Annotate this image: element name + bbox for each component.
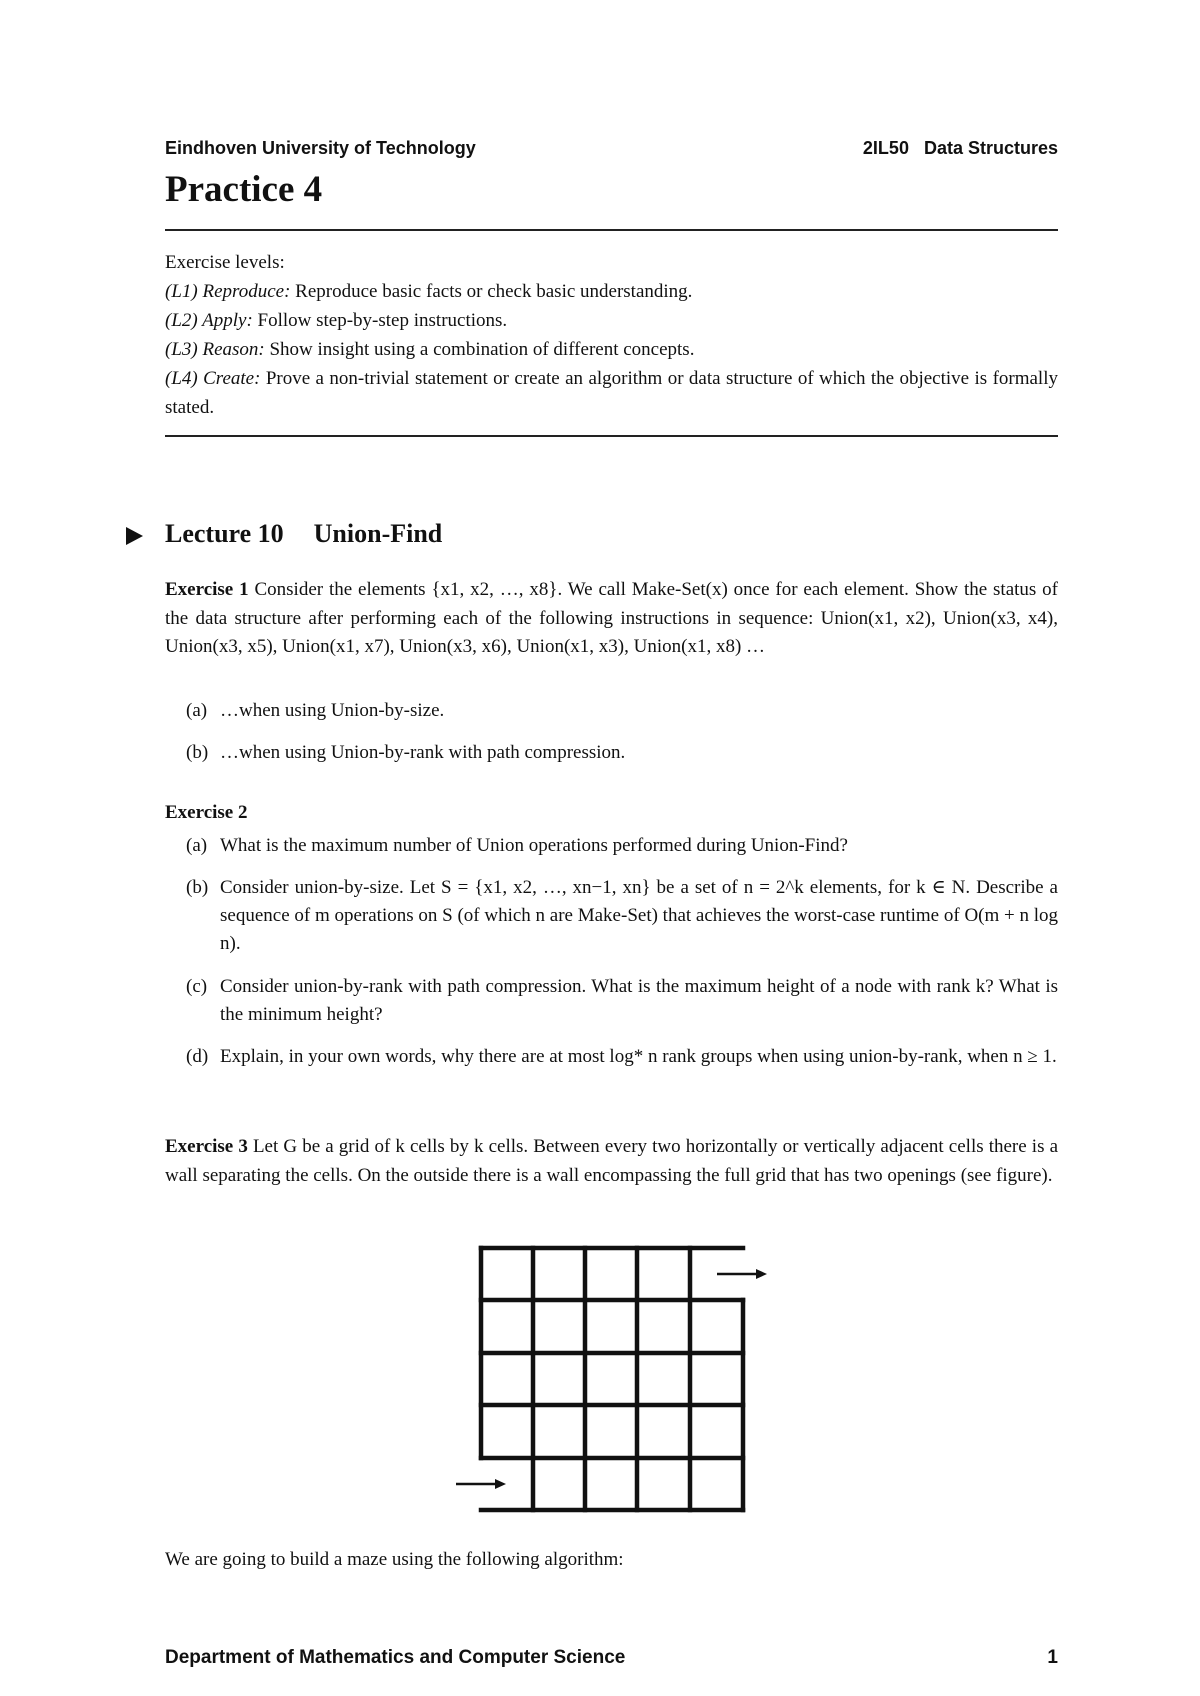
maze-grid-figure (440, 1238, 780, 1518)
level-l1-label: (L1) Reproduce: (165, 281, 291, 302)
levels-rule (165, 435, 1058, 437)
exercise-2b (186, 874, 1058, 958)
entry-arrow-icon (456, 1479, 506, 1489)
exit-arrow-icon (717, 1269, 767, 1279)
level-l2 (165, 306, 1058, 335)
exercise-2a-text: What is the maximum number of Union operations performed during Union-Find? (220, 835, 848, 856)
exercise-2b-label: (b) (186, 877, 209, 898)
university-name: Eindhoven University of Technology (165, 138, 476, 158)
level-l4-text: Prove a non-trivial statement or create an algorithm or data structure of which the objective is formally stated. (165, 368, 1058, 418)
exercise-3-text: Let G be a grid of k cells by k cells. Between every two horizontally or vertically adjacent cells there is a wall separating the cells. On the outside there is a wall encompassing the full grid that has two openings (see figure). (165, 1136, 1059, 1186)
department-footer: Department of Mathematics and Computer Science (165, 1647, 626, 1668)
lecture-number: Lecture 10 (165, 519, 284, 548)
level-l2-text: Follow step-by-step instructions. (252, 310, 508, 331)
exercise-2a (186, 832, 1058, 860)
top-rule (165, 229, 1058, 231)
exercise-1b-text: …when using Union-by-rank with path compression. (220, 742, 626, 763)
level-l3-label: (L3) Reason: (165, 339, 265, 360)
exercise-2d-label: (d) (186, 1046, 209, 1067)
level-l3 (165, 335, 1058, 364)
exercise-2d (186, 1043, 1058, 1071)
level-l4-label: (L4) Create: (165, 368, 261, 389)
exercise-1b (186, 739, 1058, 767)
exercise-3-label: Exercise 3 (165, 1136, 248, 1157)
exercise-2c-label: (c) (186, 976, 208, 997)
course-code: 2IL50 Data Structures (862, 138, 1058, 158)
maze-intro: We are going to build a maze using the following algorithm: (165, 1549, 624, 1570)
exercise-1a-text: …when using Union-by-size. (220, 700, 445, 721)
exercise-2b-text: Consider union-by-size. Let S = {x1, x2, …, xn−1, xn} be a set of n = 2^k elements, for k ∈ N. Describe a sequence of m operations on S (of which n are Make-Set) that achieves the worst-case runtime of O(m + n log n). (220, 877, 1059, 954)
section-triangle-icon (126, 527, 143, 545)
levels-block (165, 248, 1058, 422)
exercise-1 (165, 576, 1058, 662)
lecture-heading (165, 519, 442, 549)
exercise-2a-label: (a) (186, 835, 208, 856)
exercise-2c (186, 973, 1058, 1029)
level-l4 (165, 364, 1058, 422)
level-l1 (165, 277, 1058, 306)
exercise-2-label: Exercise 2 (165, 802, 248, 823)
exercise-1b-label: (b) (186, 742, 209, 763)
level-l3-text: Show insight using a combination of different concepts. (264, 339, 695, 360)
exercise-1-label: Exercise 1 (165, 579, 249, 600)
exercise-2d-text: Explain, in your own words, why there are at most log* n rank groups when using union-by-rank, when n ≥ 1. (220, 1046, 1057, 1067)
page-number: 1 (1047, 1647, 1058, 1668)
exercise-1a (186, 697, 1058, 725)
exercise-2c-text: Consider union-by-rank with path compression. What is the maximum height of a node with rank k? What is the minimum height? (220, 976, 1058, 1025)
level-l2-label: (L2) Apply: (165, 310, 253, 331)
level-l1-text: Reproduce basic facts or check basic understanding. (290, 281, 693, 302)
lecture-name: Union-Find (313, 519, 443, 548)
levels-heading: Exercise levels: (165, 252, 285, 273)
exercise-1-text: Consider the elements {x1, x2, …, x8}. We call Make-Set(x) once for each element. Show the status of the data structure after performing each of the following instructions in sequence: Union(x1, x2), Union(x3, x4), Union(x3, x5), Union(x1, x7), Union(x3, x6), Union(x1, x3), Union(x1, x8) … (165, 579, 1058, 657)
exercise-3 (165, 1133, 1058, 1190)
page-title: Practice 4 (165, 169, 323, 210)
exercise-1a-label: (a) (186, 700, 208, 721)
